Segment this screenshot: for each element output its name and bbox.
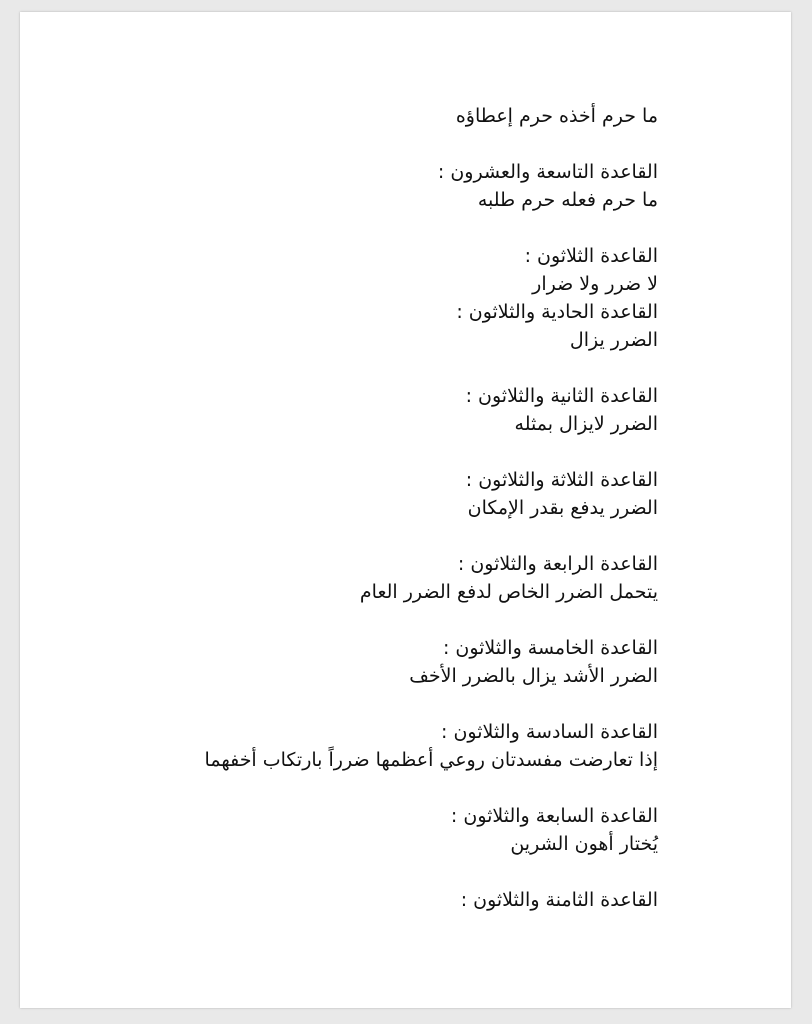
rule-heading: القاعدة الخامسة والثلاثون : [442, 637, 658, 659]
rule-text: الضرر لايزال بمثله [514, 413, 658, 435]
blank-line [205, 438, 658, 466]
rule-text: إذا تعارضت مفسدتان روعي أعظمها ضرراً بارتكاب أخفهما [204, 749, 658, 771]
rule-text: ما حرم فعله حرم طلبه [477, 189, 658, 211]
rule-text: الضرر يدفع بقدر الإمكان [467, 497, 658, 519]
rule-heading: القاعدة الحادية والثلاثون : [456, 301, 658, 323]
rule-text: الضرر الأشد يزال بالضرر الأخف [409, 665, 658, 687]
rule-heading: القاعدة الثلاثون : [524, 245, 658, 267]
rule-heading: القاعدة التاسعة والعشرون : [437, 161, 658, 183]
blank-line [205, 130, 658, 158]
blank-line [205, 774, 658, 802]
rule-heading: القاعدة الثلاثة والثلاثون : [465, 469, 658, 491]
document-text [205, 102, 658, 914]
rule-heading: القاعدة الرابعة والثلاثون : [457, 553, 658, 575]
rule-text: يُختار أهون الشرين [510, 833, 658, 855]
rule-heading: القاعدة السابعة والثلاثون : [450, 805, 658, 827]
rule-text: يتحمل الضرر الخاص لدفع الضرر العام [359, 581, 658, 603]
blank-line [205, 354, 658, 382]
blank-line [205, 522, 658, 550]
rule-heading: القاعدة الثانية والثلاثون : [465, 385, 658, 407]
rule-heading: القاعدة الثامنة والثلاثون : [460, 889, 658, 911]
blank-line [205, 606, 658, 634]
rule-text: لا ضرر ولا ضرار [532, 273, 658, 295]
blank-line [205, 690, 658, 718]
text-line: ما حرم أخذه حرم إعطاؤه [455, 105, 658, 127]
rule-heading: القاعدة السادسة والثلاثون : [441, 721, 658, 743]
blank-line [205, 858, 658, 886]
document-page [20, 12, 791, 1008]
rule-text: الضرر يزال [569, 329, 658, 351]
blank-line [205, 214, 658, 242]
